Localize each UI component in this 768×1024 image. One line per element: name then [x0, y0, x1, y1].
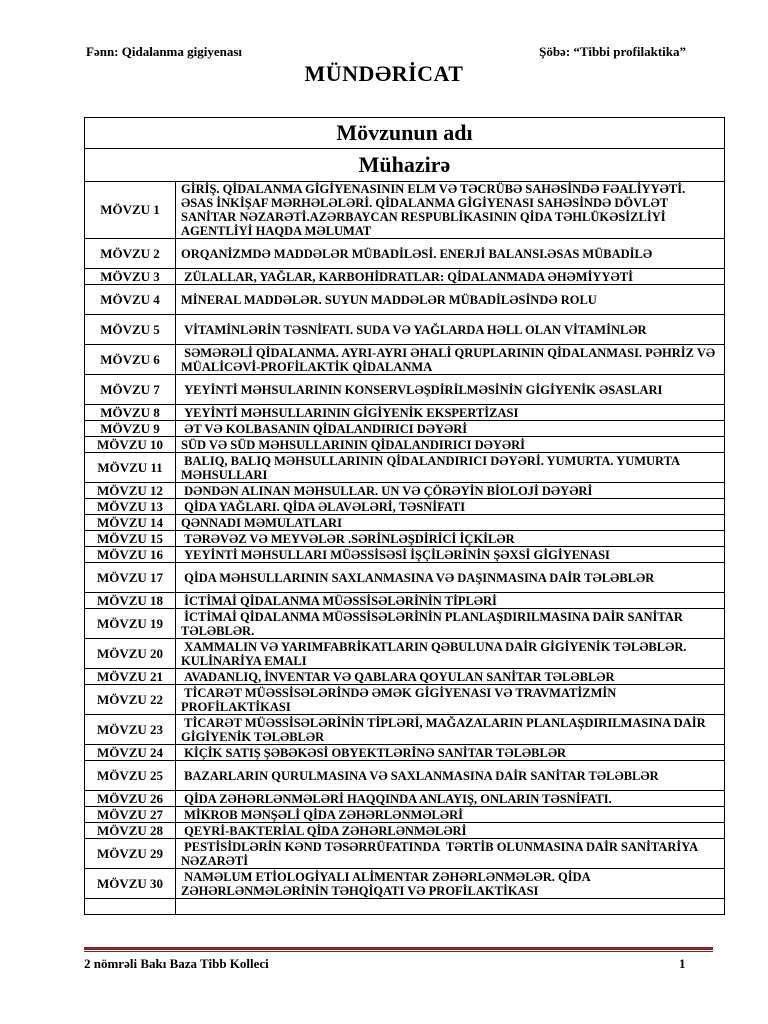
topic-title: TƏRƏVƏZ VƏ MEYVƏLƏR .SƏRİNLƏŞDİRİCİ İÇKİLƏR	[176, 531, 725, 547]
topic-number: MÖVZU 19	[85, 609, 176, 639]
topic-title: QEYRİ-BAKTERİAL QİDA ZƏHƏRLƏNMƏLƏRİ	[176, 823, 725, 839]
topic-number: MÖVZU 8	[85, 405, 176, 421]
topic-number: MÖVZU 21	[85, 669, 176, 685]
topic-number: MÖVZU 29	[85, 839, 176, 869]
topic-number: MÖVZU 17	[85, 563, 176, 593]
column-header: Mövzunun adı	[85, 118, 725, 149]
topic-title: QƏNNADI MƏMULATLARI	[176, 515, 725, 531]
topic-number: MÖVZU 3	[85, 269, 176, 285]
topic-title: QİDA ZƏHƏRLƏNMƏLƏRİ HAQQINDA ANLAYIŞ, ONLARIN TƏSNİFATI.	[176, 791, 725, 807]
topic-title: SÜD VƏ SÜD MƏHSULLARININ QİDALANDIRICI DƏYƏRİ	[176, 437, 725, 453]
topic-number: MÖVZU 1	[85, 182, 176, 239]
topic-number: MÖVZU 28	[85, 823, 176, 839]
topic-title: İCTİMAİ QİDALANMA MÜƏSSİSƏLƏRİNİN PLANLAŞDIRILMASINA DAİR SANİTAR TƏLƏBLƏR.	[176, 609, 725, 639]
topic-title: ZÜLALLAR, YAĞLAR, KARBOHİDRATLAR: QİDALANMADA ƏHƏMİYYƏTİ	[176, 269, 725, 285]
topic-title: KİÇİK SATIŞ ŞƏBƏKƏSİ OBYEKTLƏRİNƏ SANİTAR TƏLƏBLƏR	[176, 745, 725, 761]
topic-title: GİRİŞ. QİDALANMA GİGİYENASININ ELM VƏ TƏCRÜBƏ SAHƏSİNDƏ FƏALİYYƏTİ. ƏSAS İNKİŞAF MƏRHƏLƏLƏRİ. QİDALANMA GİGİYENASI SAHƏSİNDƏ DÖVLƏT SANİTAR NƏZARƏTİ.AZƏRBAYCAN RESPUBLİKASININ QİDA TƏHLÜKƏSİZLİYİ AGENTLİYİ HAQDA MƏLUMAT	[176, 182, 725, 239]
topic-title: MİKROB MƏNŞƏLİ QİDA ZƏHƏRLƏNMƏLƏRİ	[176, 807, 725, 823]
topic-number: MÖVZU 2	[85, 239, 176, 269]
footer-rule-thin	[84, 951, 713, 952]
department-header: Şöbə: “Tibbi profilaktika”	[539, 44, 686, 59]
topic-number: MÖVZU 20	[85, 639, 176, 669]
topic-title: İCTİMAİ QİDALANMA MÜƏSSİSƏLƏRİNİN TİPLƏRİ	[176, 593, 725, 609]
topic-title: AVADANLIQ, İNVENTAR VƏ QABLARA QOYULAN SANİTAR TƏLƏBLƏR	[176, 669, 725, 685]
topic-number: MÖVZU 30	[85, 869, 176, 899]
topic-title: ƏT VƏ KOLBASANIN QİDALANDIRICI DƏYƏRİ	[176, 421, 725, 437]
topic-number: MÖVZU 14	[85, 515, 176, 531]
page-title: MÜNDƏRİCAT	[304, 61, 464, 86]
topic-number: MÖVZU 10	[85, 437, 176, 453]
topic-title: DƏNDƏN ALINAN MƏHSULLAR. UN VƏ ÇÖRƏYİN BİOLOJİ DƏYƏRİ	[176, 483, 725, 499]
topic-title: PESTİSİDLƏRİN KƏND TƏSƏRRÜFATINDA TƏRTİB OLUNMASINA DAİR SANİTARİYA NƏZARƏTİ	[176, 839, 725, 869]
subject-header: Fənn: Qidalanma gigiyenası	[86, 44, 243, 59]
topic-number: MÖVZU 15	[85, 531, 176, 547]
contents-table	[84, 117, 725, 915]
topic-number: MÖVZU 16	[85, 547, 176, 563]
topic-number: MÖVZU 12	[85, 483, 176, 499]
topic-number: MÖVZU 27	[85, 807, 176, 823]
topic-title: QİDA MƏHSULLARININ SAXLANMASINA VƏ DAŞINMASINA DAİR TƏLƏBLƏR	[176, 563, 725, 593]
topic-number: MÖVZU 26	[85, 791, 176, 807]
topic-number: MÖVZU 4	[85, 285, 176, 315]
topic-number: MÖVZU 24	[85, 745, 176, 761]
topic-number: MÖVZU 23	[85, 715, 176, 745]
empty-cell	[176, 899, 725, 915]
topic-title: XAMMALIN VƏ YARIMFABRİKATLARIN QƏBULUNA DAİR GİGİYENİK TƏLƏBLƏR. KULİNARİYA EMALI	[176, 639, 725, 669]
topic-title: YEYİNTİ MƏHSULLARININ GİGİYENİK EKSPERTİZASI	[176, 405, 725, 421]
topic-title: QİDA YAĞLARI. QİDA ƏLAVƏLƏRİ, TƏSNİFATI	[176, 499, 725, 515]
topic-title: YEYİNTİ MƏHSULARININ KONSERVLƏŞDİRİLMƏSİNİN GİGİYENİK ƏSASLARI	[176, 375, 725, 405]
topic-title: NAMƏLUM ETİOLOGİYALI ALİMENTAR ZƏHƏRLƏNMƏLƏR. QİDA ZƏHƏRLƏNMƏLƏRİNİN TƏHQİQATI VƏ PROFİLAKTİKASI	[176, 869, 725, 899]
topic-title: TİCARƏT MÜƏSSİSƏLƏRİNİN TİPLƏRİ, MAĞAZALARIN PLANLAŞDIRILMASINA DAİR GİGİYENİK TƏLƏBLƏR	[176, 715, 725, 745]
topic-number: MÖVZU 25	[85, 761, 176, 791]
topic-number: MÖVZU 22	[85, 685, 176, 715]
topic-number: MÖVZU 5	[85, 315, 176, 345]
topic-number: MÖVZU 13	[85, 499, 176, 515]
topic-number: MÖVZU 9	[85, 421, 176, 437]
topic-number: MÖVZU 7	[85, 375, 176, 405]
topic-number: MÖVZU 18	[85, 593, 176, 609]
topic-title: TİCARƏT MÜƏSSİSƏLƏRİNDƏ ƏMƏK GİGİYENASI VƏ TRAVMATİZMİN PROFİLAKTİKASI	[176, 685, 725, 715]
topic-number: MÖVZU 11	[85, 453, 176, 483]
topic-title: VİTAMİNLƏRİN TƏSNİFATI. SUDA VƏ YAĞLARDA HƏLL OLAN VİTAMİNLƏR	[176, 315, 725, 345]
college-name: 2 nömrəli Bakı Baza Tibb Kolleci	[84, 956, 269, 971]
page-number: 1	[679, 956, 686, 971]
section-header: Mühazirə	[85, 149, 725, 182]
empty-cell	[85, 899, 176, 915]
topic-number: MÖVZU 6	[85, 345, 176, 375]
footer-rule	[84, 947, 713, 950]
topic-title: BAZARLARIN QURULMASINA VƏ SAXLANMASINA DAİR SANİTAR TƏLƏBLƏR	[176, 761, 725, 791]
topic-title: SƏMƏRƏLİ QİDALANMA. AYRI-AYRI ƏHALİ QRUPLARININ QİDALANMASI. PƏHRİZ VƏ MÜALİCƏVİ-PROFİLAKTİK QİDALANMA	[176, 345, 725, 375]
topic-title: MİNERAL MADDƏLƏR. SUYUN MADDƏLƏR MÜBADİLƏSİNDƏ ROLU	[176, 285, 725, 315]
topic-title: ORQANİZMDƏ MADDƏLƏR MÜBADİLƏSİ. ENERJİ BALANSI.ƏSAS MÜBADİLƏ	[176, 239, 725, 269]
topic-title: BALIQ, BALIQ MƏHSULLARININ QİDALANDIRICI DƏYƏRİ. YUMURTA. YUMURTA MƏHSULLARI	[176, 453, 725, 483]
topic-title: YEYİNTİ MƏHSULLARI MÜƏSSİSƏSİ İŞÇİLƏRİNİN ŞƏXSİ GİGİYENASI	[176, 547, 725, 563]
